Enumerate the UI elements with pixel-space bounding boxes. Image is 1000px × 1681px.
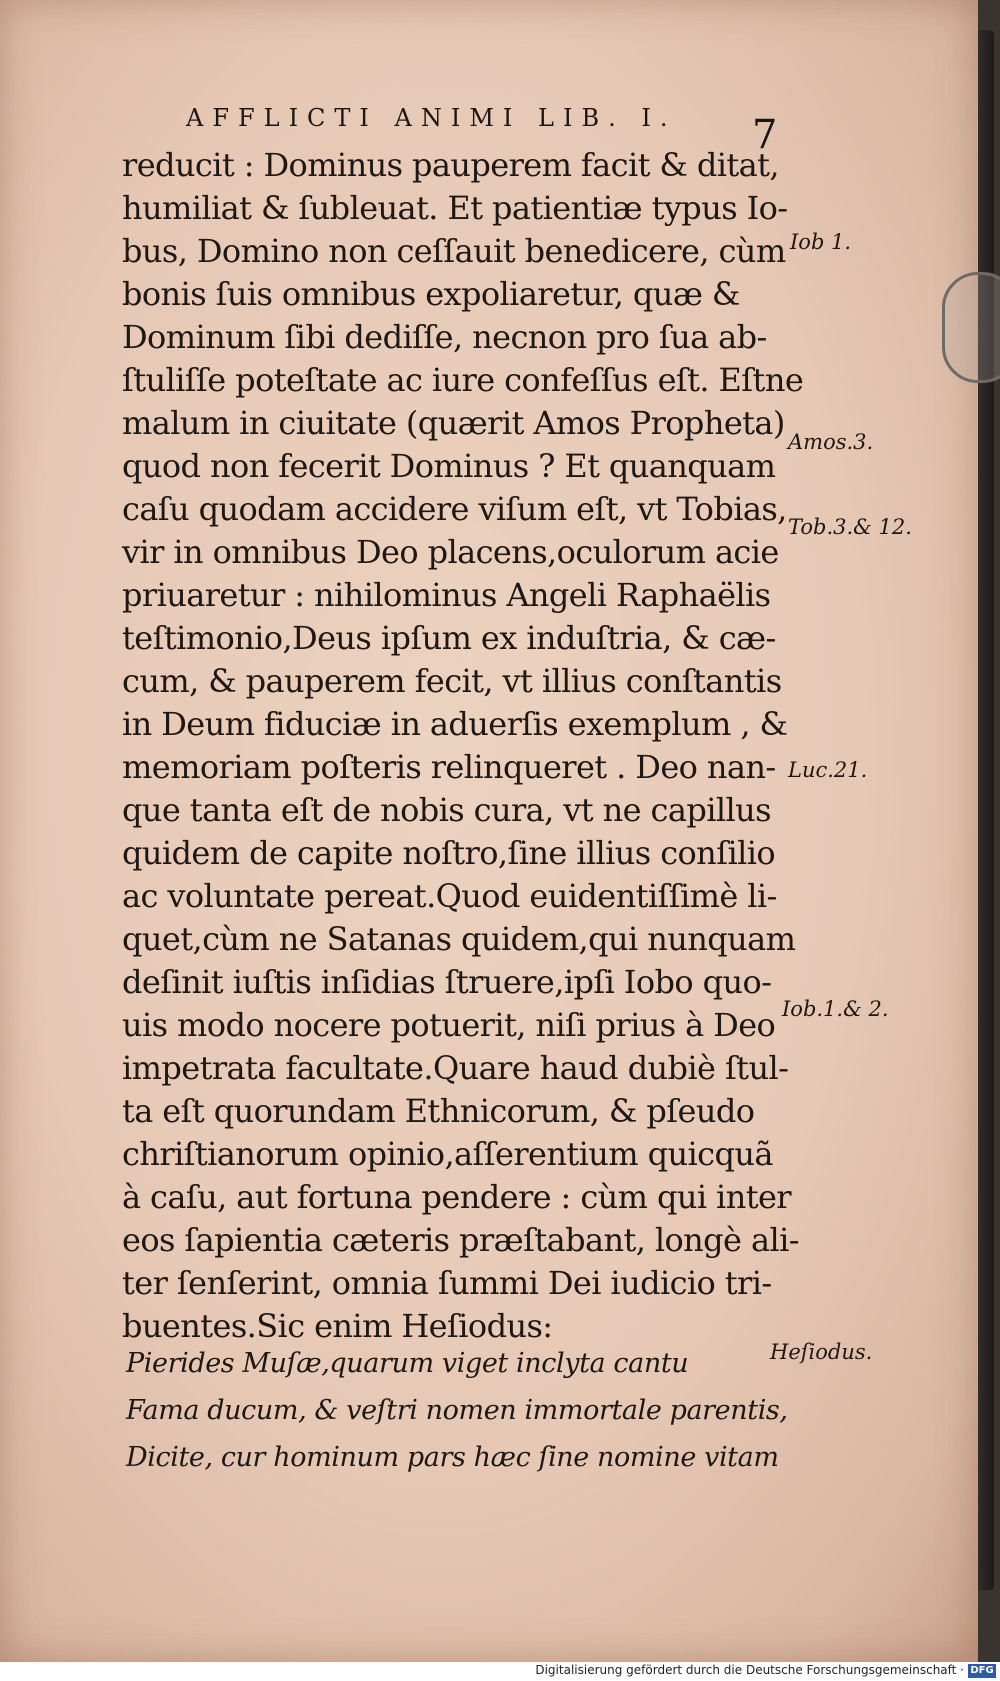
running-title: AFFLICTI ANIMI LIB. I. [186, 104, 677, 132]
page-clip [942, 272, 1000, 383]
text-line: uis modo nocere potuerit, niſi prius à Deo [122, 1006, 776, 1044]
text-line: ſtuliſſe poteſtate ac iure confeſſus eſt. Eſtne [122, 361, 804, 399]
verse-line: Pierides Muſæ,quarum viget inclyta cantu [126, 1348, 689, 1379]
text-line: buentes.Sic enim Heſiodus: [122, 1307, 553, 1345]
text-line: in Deum fiduciæ in aduerſis exemplum , & [122, 705, 788, 743]
dfg-logo: DFG [968, 1664, 996, 1678]
page-number: 7 [752, 112, 778, 158]
footer-credit: Digitalisierung gefördert durch die Deutsche Forschungsgemeinschaft · [535, 1663, 964, 1677]
body-text [122, 144, 804, 1348]
text-line: eos ſapientia cæteris præſtabant, longè ali- [122, 1221, 799, 1259]
text-line: caſu quodam accidere viſum eſt, vt Tobias, [122, 490, 787, 528]
text-line: priuaretur : nihilominus Angeli Raphaëlis [122, 576, 771, 614]
text-line: humiliat & ſubleuat. Et patientiæ typus Io- [122, 189, 788, 227]
text-line: reducit : Dominus pauperem facit & ditat, [122, 146, 779, 184]
margin-note-amos: Amos.3. [788, 430, 874, 454]
margin-note-job-1: Iob 1. [790, 230, 852, 254]
text-line: quidem de capite noſtro,ſine illius conſilio [122, 834, 776, 872]
text-line: Dominum ſibi dediſſe, necnon pro ſua ab- [122, 318, 767, 356]
text-line: ter ſenſerint, omnia ſummi Dei iudicio tri- [122, 1264, 772, 1302]
text-line: que tanta eſt de nobis cura, vt ne capillus [122, 791, 771, 829]
footer-bar [0, 1662, 1000, 1681]
verse-quotation [126, 1340, 786, 1481]
text-line: bus, Domino non ceſſauit benedicere, cùm [122, 232, 786, 270]
margin-note-tobit: Tob.3.& 12. [788, 515, 912, 539]
margin-note-job-1-2: Iob.1.& 2. [782, 997, 889, 1021]
text-line: vir in omnibus Deo placens,oculorum acie [122, 533, 779, 571]
verse-line: Fama ducum, & veſtri nomen immortale parentis, [126, 1395, 788, 1426]
text-line: ta eſt quorundam Ethnicorum, & pſeudo [122, 1092, 755, 1130]
text-line: cum, & pauperem fecit, vt illius conſtantis [122, 662, 782, 700]
text-line: chriſtianorum opinio,aſſerentium quicquã [122, 1135, 773, 1173]
text-line: memoriam poſteris relinqueret . Deo nan- [122, 748, 776, 786]
text-line: quet,cùm ne Satanas quidem,qui nunquam [122, 920, 796, 958]
text-line: deſinit iuſtis inſidias ſtruere,ipſi Iobo quo- [122, 963, 772, 1001]
margin-note-luke: Luc.21. [788, 758, 868, 782]
text-line: ac voluntate pereat.Quod euidentiſſimè li- [122, 877, 777, 915]
margin-note-hesiod: Heſiodus. [770, 1340, 873, 1364]
text-line: quod non fecerit Dominus ? Et quanquam [122, 447, 776, 485]
text-line: teſtimonio,Deus ipſum ex induſtria, & cæ- [122, 619, 776, 657]
text-line: bonis ſuis omnibus expoliaretur, quæ & [122, 275, 740, 313]
verse-line: Dicite, cur hominum pars hæc ſine nomine vitam [126, 1442, 779, 1473]
text-line: à caſu, aut fortuna pendere : cùm qui inter [122, 1178, 791, 1216]
text-line: malum in ciuitate (quærit Amos Propheta) [122, 404, 785, 442]
text-line: impetrata facultate.Quare haud dubiè ſtul- [122, 1049, 789, 1087]
